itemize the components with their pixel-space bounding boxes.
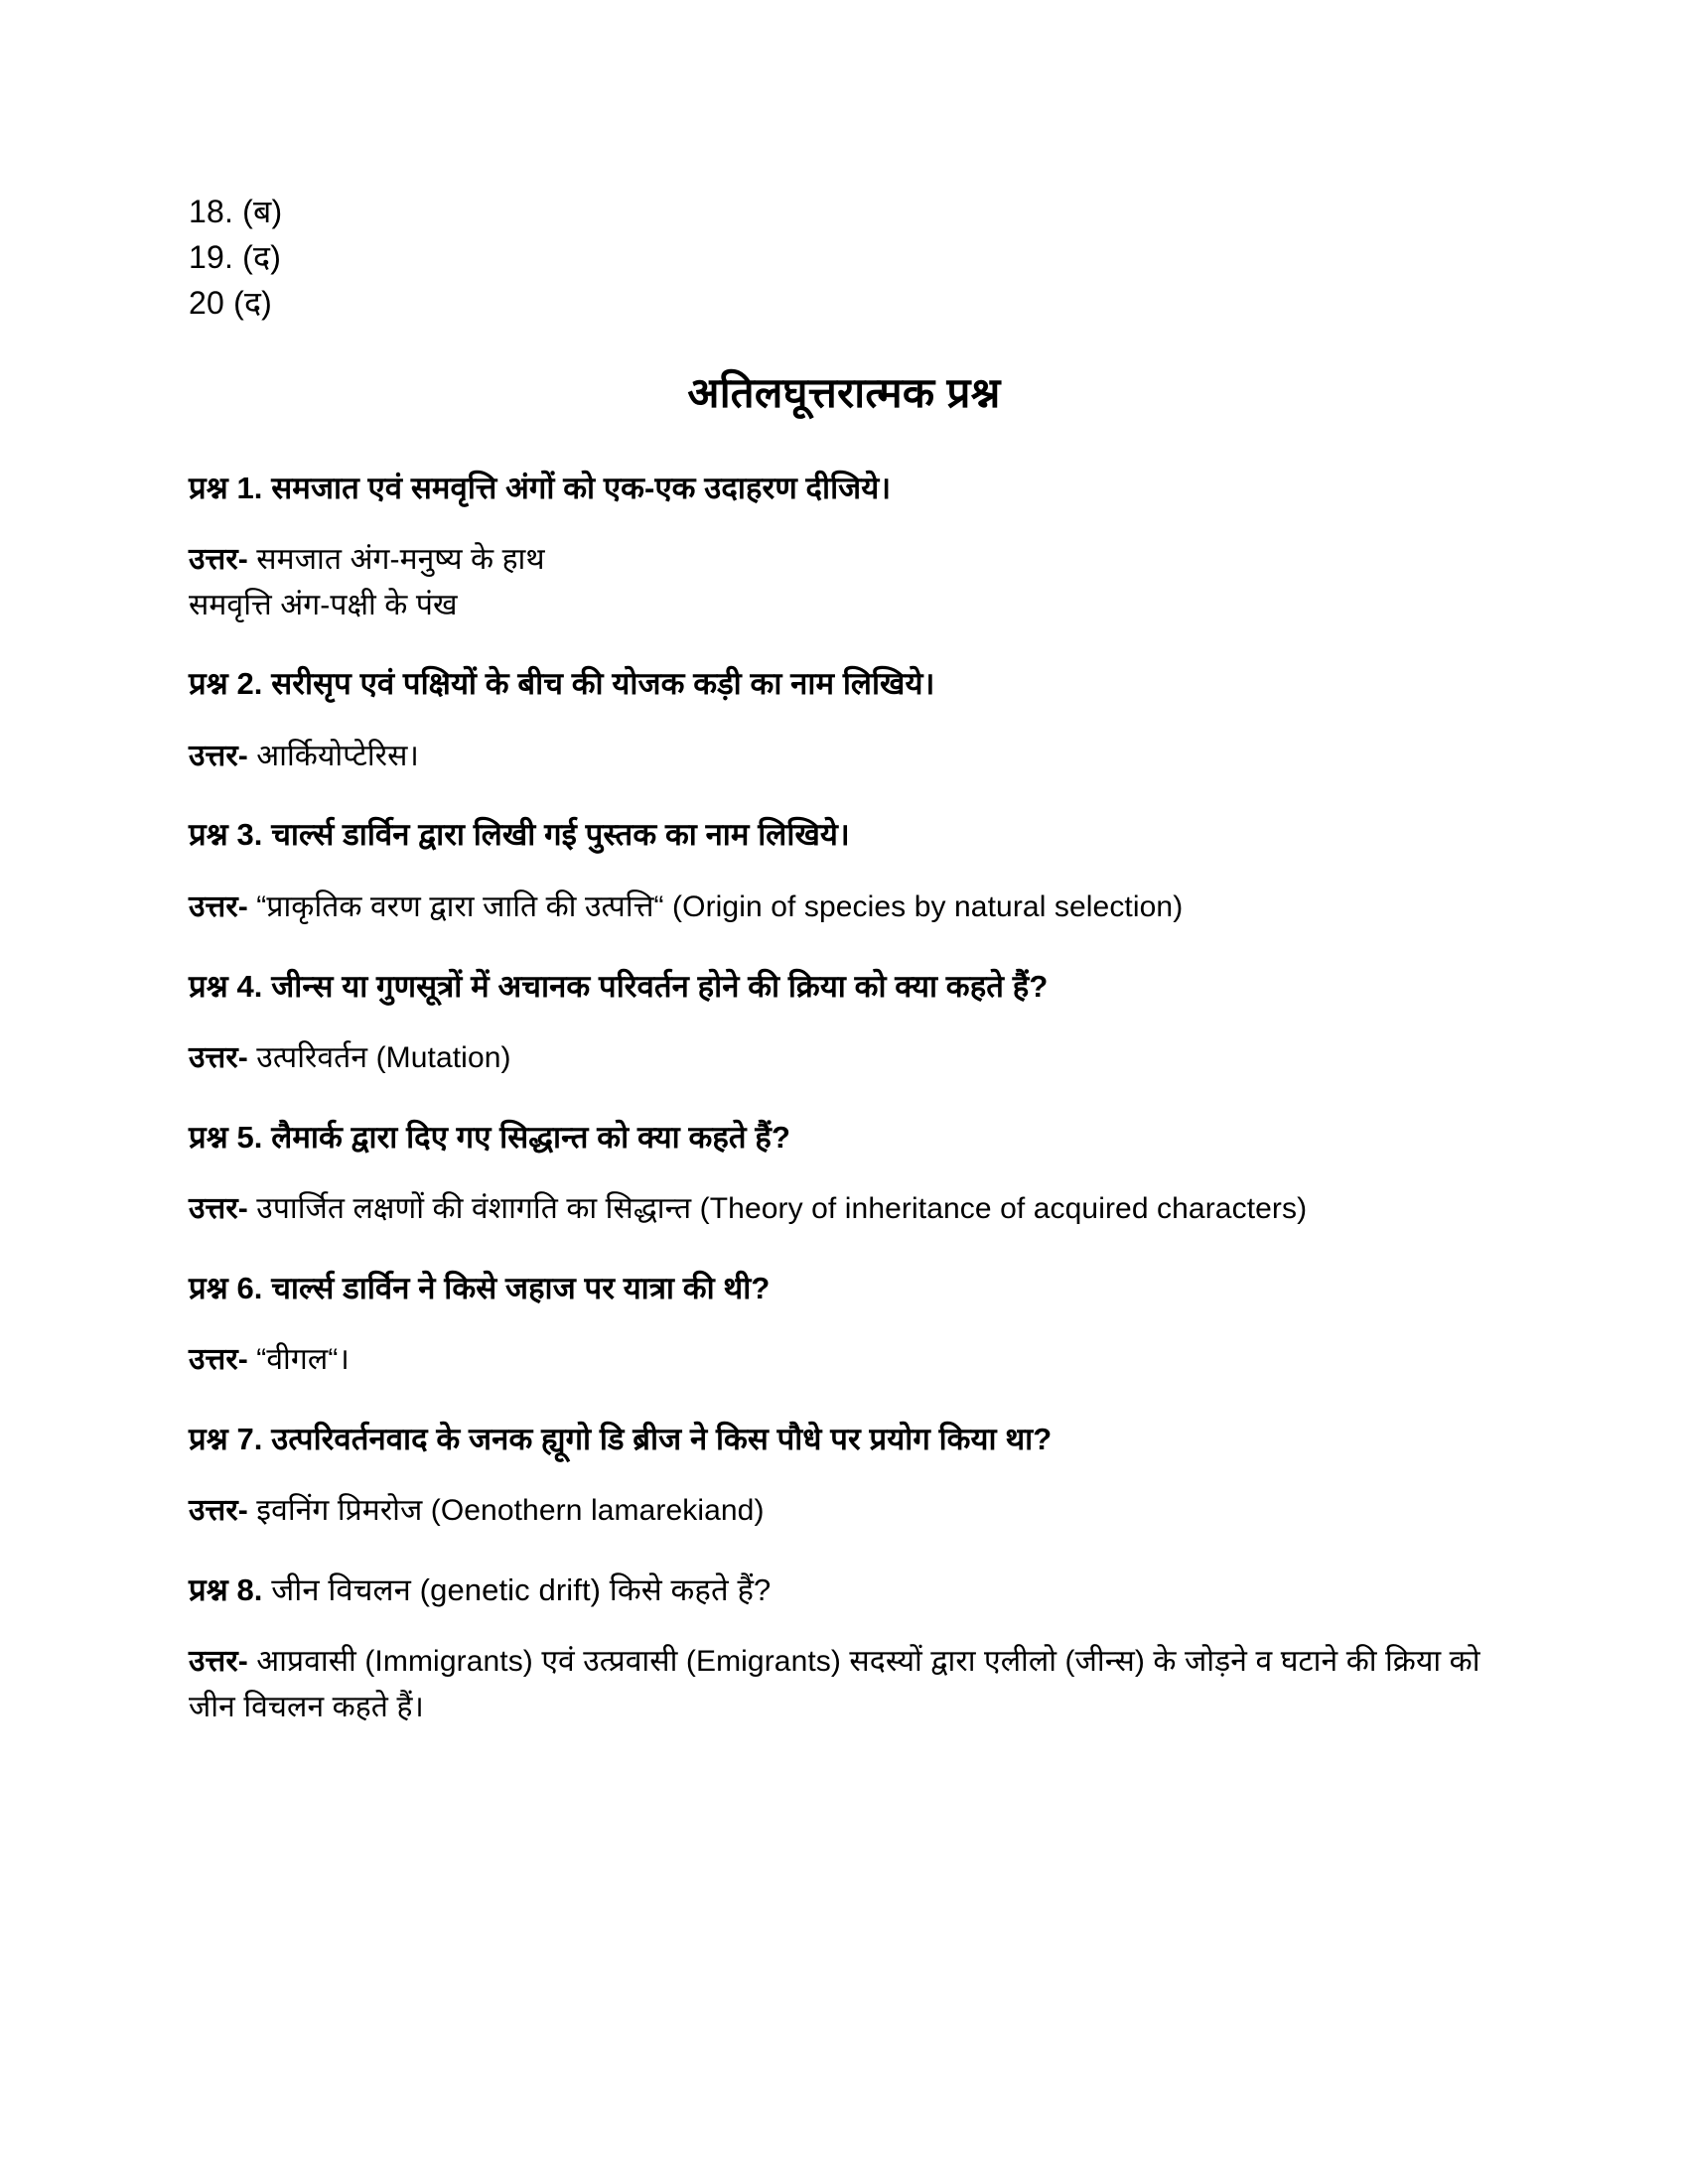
qa-item-1 xyxy=(189,466,1499,628)
question-7-text: उत्परिवर्तनवाद के जनक ह्यूगो डि ब्रीज ने किस पौधे पर प्रयोग किया था? xyxy=(262,1421,1053,1456)
answer-4-label: उत्तर- xyxy=(189,1041,248,1075)
answer-4-text: उत्परिवर्तन (Mutation) xyxy=(247,1041,511,1075)
question-8-label: प्रश्न 8. xyxy=(189,1571,263,1607)
answer-7-text: इवनिंग प्रिमरोज (Oenothern lamarekiand) xyxy=(247,1494,765,1528)
question-6-text: चार्ल्स डार्विन ने किसे जहाज पर यात्रा की थी? xyxy=(262,1270,771,1305)
question-6-label: प्रश्न 6. xyxy=(189,1270,263,1305)
answer-3-text: “प्राकृतिक वरण द्वारा जाति की उत्पत्ति“ (Origin of species by natural selection) xyxy=(247,889,1184,923)
answer-5-label: उत्तर- xyxy=(189,1192,248,1226)
question-5-text: लैमार्क द्वारा दिए गए सिद्धान्त को क्या कहते हैं? xyxy=(262,1119,790,1155)
question-3-text: चार्ल्स डार्विन द्वारा लिखी गई पुस्तक का नाम लिखिये। xyxy=(262,817,850,853)
question-3-label: प्रश्न 3. xyxy=(189,817,263,853)
question-5-label: प्रश्न 5. xyxy=(189,1119,263,1155)
answer-8-label: उत्तर- xyxy=(189,1645,248,1679)
question-5 xyxy=(189,1115,1499,1161)
answer-8-text: आप्रवासी (Immigrants) एवं उत्प्रवासी (Emigrants) सदस्यों द्वारा एलीलो (जीन्स) के जोड़ने व घटाने की क्रिया को जीन विचलन कहते हैं। xyxy=(189,1645,1480,1724)
question-1 xyxy=(189,466,1499,512)
answer-key-item-19: 19. (द) xyxy=(189,239,282,275)
answer-key-list xyxy=(189,189,1499,326)
answer-5 xyxy=(189,1186,1499,1232)
question-7 xyxy=(189,1417,1499,1463)
answer-1-text: समजात अंग-मनुष्य के हाथ xyxy=(247,543,545,577)
answer-7 xyxy=(189,1488,1499,1534)
question-3 xyxy=(189,812,1499,859)
answer-1-text-line2: समवृत्ति अंग-पक्षी के पंख xyxy=(189,588,458,621)
page-title: अतिलघूत्तरात्मक प्रश्न xyxy=(687,369,1001,416)
qa-item-4 xyxy=(189,964,1499,1081)
answer-7-label: उत्तर- xyxy=(189,1494,248,1528)
answer-8 xyxy=(189,1639,1499,1729)
question-6 xyxy=(189,1266,1499,1312)
qa-item-3 xyxy=(189,812,1499,929)
question-2 xyxy=(189,661,1499,708)
answer-6-text: “वीगल“। xyxy=(247,1343,350,1377)
answer-6 xyxy=(189,1337,1499,1383)
answer-3 xyxy=(189,885,1499,930)
answer-1 xyxy=(189,537,1499,627)
question-2-label: प्रश्न 2. xyxy=(189,666,263,702)
qa-item-6 xyxy=(189,1266,1499,1383)
answer-4 xyxy=(189,1035,1499,1081)
question-7-label: प्रश्न 7. xyxy=(189,1421,263,1456)
question-2-text: सरीसृप एवं पक्षियों के बीच की योजक कड़ी का नाम लिखिये। xyxy=(262,666,935,702)
answer-5-text: उपार्जित लक्षणों की वंशागति का सिद्धान्त (Theory of inheritance of acquired characters) xyxy=(247,1192,1308,1226)
qa-item-7 xyxy=(189,1417,1499,1534)
qa-item-8 xyxy=(189,1568,1499,1730)
answer-2-text: आर्कियोप्टेरिस। xyxy=(247,739,419,772)
qa-item-2 xyxy=(189,661,1499,778)
answer-3-label: उत्तर- xyxy=(189,889,248,923)
qa-item-5 xyxy=(189,1115,1499,1232)
answer-key-item-18: 18. (ब) xyxy=(189,194,283,229)
answer-2-label: उत्तर- xyxy=(189,739,248,772)
question-4-label: प्रश्न 4. xyxy=(189,968,263,1004)
question-8 xyxy=(189,1568,1499,1614)
question-1-label: प्रश्न 1. xyxy=(189,470,263,505)
question-4-text: जीन्स या गुणसूत्रों में अचानक परिवर्तन होने की क्रिया को क्या कहते हैं? xyxy=(262,968,1049,1004)
answer-2 xyxy=(189,734,1499,779)
answer-key-item-20: 20 (द) xyxy=(189,285,272,321)
question-8-text: जीन विचलन (genetic drift) किसे कहते हैं? xyxy=(262,1571,772,1607)
answer-1-label: उत्तर- xyxy=(189,543,248,577)
question-1-text: समजात एवं समवृत्ति अंगों को एक-एक उदाहरण दीजिये। xyxy=(262,470,892,505)
answer-6-label: उत्तर- xyxy=(189,1343,248,1377)
question-4 xyxy=(189,964,1499,1011)
